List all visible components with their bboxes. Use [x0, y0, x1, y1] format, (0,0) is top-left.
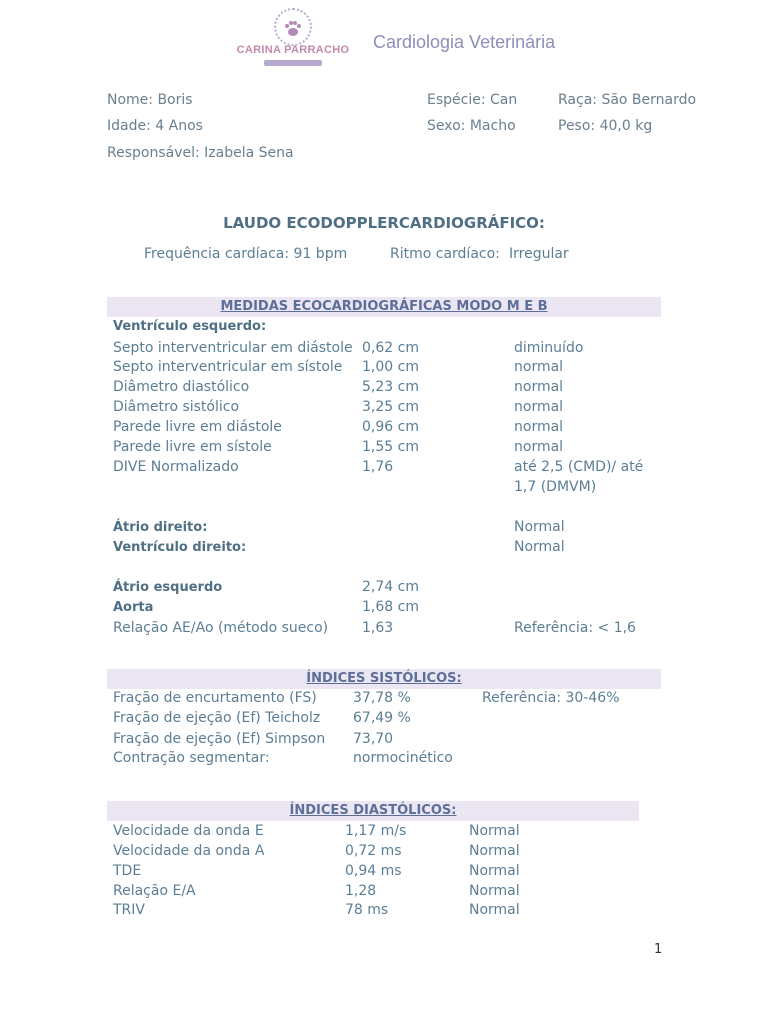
patient-species: Espécie: Can: [427, 92, 518, 108]
section-mb-header: [107, 297, 661, 317]
sys-row-value: 67,49 %: [353, 710, 411, 726]
lv-row-value: 1,00 cm: [362, 359, 419, 375]
lv-row-ref: até 2,5 (CMD)/ até: [514, 459, 644, 475]
lv-row-value: 3,25 cm: [362, 399, 419, 415]
sys-row-value: 73,70: [353, 731, 394, 747]
lv-row-value: 0,96 cm: [362, 419, 419, 435]
dia-row-label: TDE: [113, 863, 142, 879]
lv-row-value: 5,23 cm: [362, 379, 419, 395]
logo-ribbon: [264, 60, 322, 66]
ratio-value: 1,63: [362, 620, 394, 636]
sys-row-ref: Referência: 30-46%: [482, 690, 620, 706]
lv-row-ref: normal: [514, 359, 564, 375]
dia-row-ref: Normal: [469, 883, 520, 899]
dia-row-value: 0,94 ms: [345, 863, 402, 879]
patient-name: Nome: Boris: [107, 92, 193, 108]
sys-row-label: Fração de ejeção (Ef) Teicholz: [113, 710, 321, 726]
right-ventricle-label: Ventrículo direito:: [113, 540, 247, 555]
sys-row-label: Fração de encurtamento (FS): [113, 690, 317, 706]
dia-row-ref: Normal: [469, 863, 520, 879]
lv-row-label: Septo interventricular em diástole: [113, 340, 353, 356]
dia-row-label: TRIV: [113, 902, 145, 918]
dia-row-value: 78 ms: [345, 902, 389, 918]
lv-row-value: 0,62 cm: [362, 340, 419, 356]
dia-row-value: 0,72 ms: [345, 843, 402, 859]
lv-row-label: Parede livre em diástole: [113, 419, 282, 435]
ratio-label: Relação AE/Ao (método sueco): [113, 620, 329, 636]
section-dia-header: [107, 801, 639, 821]
sys-row-value: 37,78 %: [353, 690, 411, 706]
sys-row-label: Fração de ejeção (Ef) Simpson: [113, 731, 326, 747]
lv-row-ref: normal: [514, 419, 564, 435]
lv-row-value: 1,55 cm: [362, 439, 419, 455]
section-mb-title: MEDIDAS ECOCARDIOGRÁFICAS MODO M E B: [220, 299, 548, 314]
right-ventricle-ref: Normal: [514, 539, 565, 555]
right-atrium-label: Átrio direito:: [113, 520, 208, 535]
report-title: LAUDO ECODOPPLERCARDIOGRÁFICO:: [223, 214, 545, 232]
left-atrium-label: Átrio esquerdo: [113, 580, 223, 595]
sys-row-value: normocinético: [353, 750, 453, 766]
aorta-label: Aorta: [113, 600, 154, 615]
lv-row-label: Diâmetro diastólico: [113, 379, 250, 395]
heart-rate: Frequência cardíaca: 91 bpm: [144, 246, 348, 262]
left-atrium-value: 2,74 cm: [362, 579, 419, 595]
lv-row-ref-cont: 1,7 (DMVM): [514, 479, 597, 495]
lv-row-label: DIVE Normalizado: [113, 459, 239, 475]
dia-row-label: Velocidade da onda E: [113, 823, 264, 839]
dia-row-label: Relação E/A: [113, 883, 196, 899]
paw-icon: [283, 18, 303, 38]
clinic-logo: [228, 8, 358, 72]
aorta-value: 1,68 cm: [362, 599, 419, 615]
lv-row-ref: normal: [514, 439, 564, 455]
lv-row-label: Diâmetro sistólico: [113, 399, 240, 415]
rhythm-label: Ritmo cardíaco:: [390, 246, 500, 262]
rhythm-value: Irregular: [509, 246, 569, 262]
lv-row-label: Septo interventricular em sístole: [113, 359, 343, 375]
lv-row-ref: normal: [514, 399, 564, 415]
dia-row-label: Velocidade da onda A: [113, 843, 265, 859]
dia-row-value: 1,28: [345, 883, 377, 899]
dia-row-value: 1,17 m/s: [345, 823, 407, 839]
patient-age: Idade: 4 Anos: [107, 118, 203, 134]
lv-heading: Ventrículo esquerdo:: [113, 319, 267, 334]
section-sys-header: [107, 669, 661, 689]
dia-row-ref: Normal: [469, 902, 520, 918]
lv-row-ref: diminuído: [514, 340, 584, 356]
section-sys-title: ÍNDICES SISTÓLICOS:: [306, 671, 462, 686]
dia-row-ref: Normal: [469, 843, 520, 859]
dia-row-ref: Normal: [469, 823, 520, 839]
service-title: Cardiologia Veterinária: [373, 32, 556, 52]
patient-breed: Raça: São Bernardo: [558, 92, 697, 108]
logo-name: CARINA PARRACHO: [236, 44, 350, 56]
lv-row-value: 1,76: [362, 459, 394, 475]
section-dia-title: ÍNDICES DIASTÓLICOS:: [289, 803, 457, 818]
sys-row-label: Contração segmentar:: [113, 750, 270, 766]
patient-sex: Sexo: Macho: [427, 118, 516, 134]
right-atrium-ref: Normal: [514, 519, 565, 535]
lv-row-ref: normal: [514, 379, 564, 395]
ratio-ref: Referência: < 1,6: [514, 620, 636, 636]
patient-owner: Responsável: Izabela Sena: [107, 145, 294, 161]
page-number: 1: [654, 942, 663, 957]
lv-row-label: Parede livre em sístole: [113, 439, 272, 455]
patient-weight: Peso: 40,0 kg: [558, 118, 653, 134]
